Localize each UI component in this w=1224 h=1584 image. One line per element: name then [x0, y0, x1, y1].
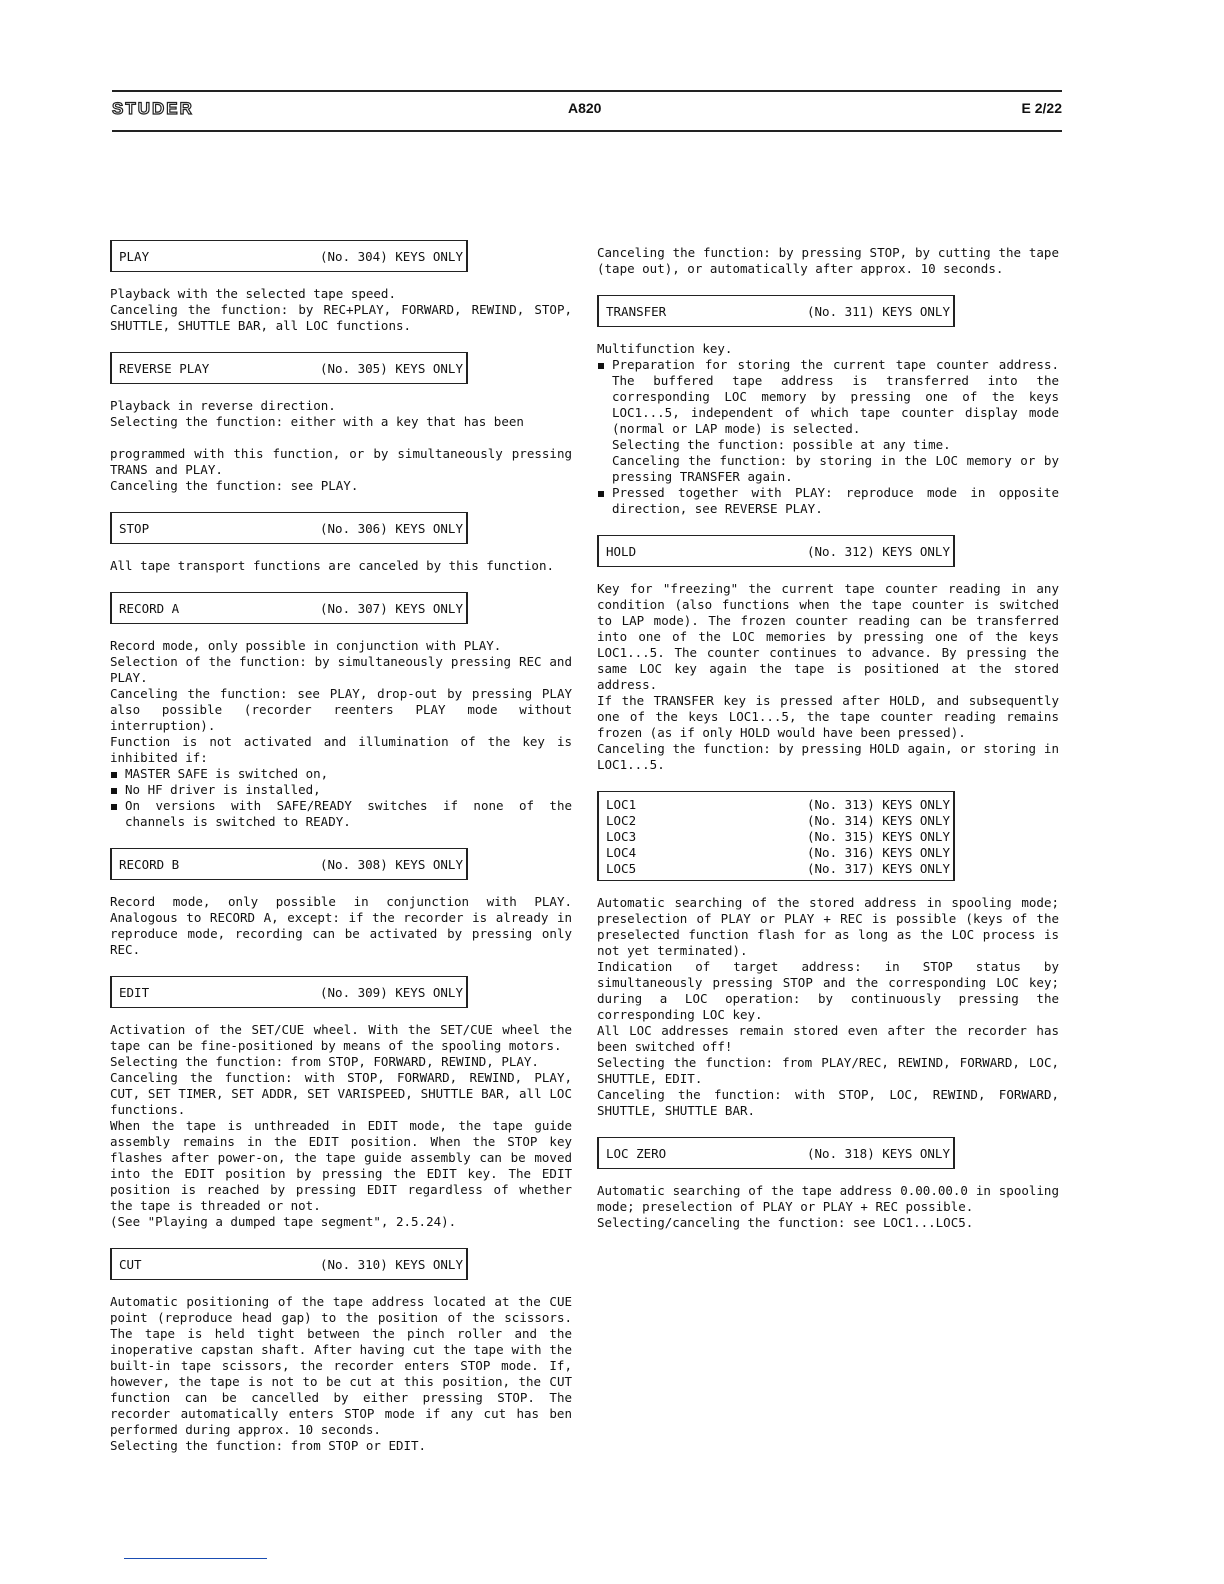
paragraph: Multifunction key. [597, 341, 733, 356]
model-name: A820 [568, 100, 602, 116]
paragraph: Canceling the function: with STOP, LOC, REWIND, FORWARD, SHUTTLE, SHUTTLE BAR. [597, 1087, 1059, 1118]
key-name: RECORD A [119, 600, 180, 616]
page-header [112, 90, 1062, 132]
paragraph: Canceling the function: see PLAY. [110, 478, 359, 493]
key-number: (No. 318) KEYS ONLY [807, 1145, 950, 1161]
key-number: (No. 306) KEYS ONLY [320, 520, 463, 536]
key-name: HOLD [606, 543, 637, 559]
paragraph: Canceling the function: see PLAY, drop-out by pressing PLAY also possible (recorder reenters PLAY mode without interruption). [110, 686, 572, 733]
bullet-list [597, 485, 1059, 517]
paragraph: Canceling the function: by storing in the LOC memory or by pressing TRANSFER again. [612, 453, 1059, 484]
bullet-list [597, 357, 1059, 437]
key-box-transfer [597, 295, 955, 327]
paragraph: Canceling the function: by pressing HOLD again, or storing in LOC1...5. [597, 741, 1059, 772]
studer-logo: STUDER [112, 99, 194, 118]
key-name: LOC1 [606, 796, 637, 812]
paragraph: Canceling the function: by pressing STOP, by cutting the tape (tape out), or automatically after approx. 10 seconds. [597, 245, 1059, 276]
page-number: E 2/22 [1021, 100, 1062, 116]
key-name: STOP [119, 520, 150, 536]
paragraph: If the TRANSFER key is pressed after HOLD, and subsequently one of the keys LOC1...5, the tape counter reading remains frozen (as if only HOLD would have been pressed). [597, 693, 1059, 740]
key-number: (No. 309) KEYS ONLY [320, 984, 463, 1000]
key-name: TRANSFER [606, 303, 667, 319]
key-number: (No. 316) KEYS ONLY [807, 844, 950, 860]
paragraph: Selection of the function: by simultaneously pressing REC and PLAY. [110, 654, 572, 685]
key-name: EDIT [119, 984, 150, 1000]
key-number: (No. 312) KEYS ONLY [807, 543, 950, 559]
paragraph: Selecting the function: either with a key that has been [110, 414, 524, 429]
paragraph: Function is not activated and illumination of the key is inhibited if: [110, 734, 572, 765]
key-name: RECORD B [119, 856, 180, 872]
key-name: LOC5 [606, 860, 637, 876]
footer-rule [124, 1558, 267, 1559]
paragraph: Automatic searching of the stored address in spooling mode; preselection of PLAY or PLAY + REC is possible (keys of the preselected function flash for as long as the LOC process is not yet terminated). [597, 895, 1059, 958]
paragraph: Record mode, only possible in conjunction with PLAY. [110, 638, 502, 653]
key-number: (No. 314) KEYS ONLY [807, 812, 950, 828]
key-name: PLAY [119, 248, 150, 264]
key-box-play [110, 240, 468, 272]
paragraph: Record mode, only possible in conjunction with PLAY. Analogous to RECORD A, except: if the recorder is already in reproduce mode, recording can be activated by pressing only REC. [110, 894, 572, 957]
paragraph: All tape transport functions are canceled by this function. [110, 558, 555, 573]
list-item: No HF driver is installed, [110, 782, 572, 798]
key-number: (No. 310) KEYS ONLY [320, 1256, 463, 1272]
key-box-record-a [110, 592, 468, 624]
key-box-reverse-play [110, 352, 468, 384]
key-box-loc [597, 791, 955, 881]
key-name: LOC3 [606, 828, 637, 844]
paragraph: Playback in reverse direction. [110, 398, 336, 413]
paragraph: Automatic searching of the tape address 0.00.00.0 in spooling mode; preselection of PLAY or PLAY + REC possible. [597, 1183, 1059, 1214]
key-name: LOC ZERO [606, 1145, 667, 1161]
paragraph: Canceling the function: by REC+PLAY, FORWARD, REWIND, STOP, SHUTTLE, SHUTTLE BAR, all LOC functions. [110, 302, 572, 333]
left-column [110, 240, 572, 1454]
paragraph: Selecting the function: possible at any time. [612, 437, 951, 452]
paragraph: Playback with the selected tape speed. [110, 286, 396, 301]
key-number: (No. 313) KEYS ONLY [807, 796, 950, 812]
paragraph: (See "Playing a dumped tape segment", 2.5.24). [110, 1214, 457, 1229]
key-number: (No. 304) KEYS ONLY [320, 248, 463, 264]
key-number: (No. 315) KEYS ONLY [807, 828, 950, 844]
right-column [597, 240, 1059, 1231]
paragraph: Selecting the function: from PLAY/REC, REWIND, FORWARD, LOC, SHUTTLE, EDIT. [597, 1055, 1059, 1086]
paragraph: Key for "freezing" the current tape counter reading in any condition (also functions when the tape counter is switched to LAP mode). The frozen counter reading can be transferred into one of the LOC memories by pressing one of the keys LOC1...5. The counter continues to advance. By pressing the same LOC key again the tape is positioned at the stored address. [597, 581, 1059, 692]
paragraph: programmed with this function, or by simultaneously pressing TRANS and PLAY. [110, 446, 572, 477]
list-item: MASTER SAFE is switched on, [110, 766, 572, 782]
key-number: (No. 305) KEYS ONLY [320, 360, 463, 376]
key-name: LOC2 [606, 812, 637, 828]
paragraph: All LOC addresses remain stored even after the recorder has been switched off! [597, 1023, 1059, 1054]
key-box-loc-zero [597, 1137, 955, 1169]
paragraph: Selecting/canceling the function: see LOC1...LOC5. [597, 1215, 974, 1230]
bullet-list [110, 766, 572, 830]
paragraph: Canceling the function: with STOP, FORWARD, REWIND, PLAY, CUT, SET TIMER, SET ADDR, SET VARISPEED, SHUTTLE BAR, all LOC functions. [110, 1070, 572, 1117]
key-name: LOC4 [606, 844, 637, 860]
key-box-edit [110, 976, 468, 1008]
key-number: (No. 311) KEYS ONLY [807, 303, 950, 319]
paragraph: Selecting the function: from STOP or EDIT. [110, 1438, 427, 1453]
key-number: (No. 307) KEYS ONLY [320, 600, 463, 616]
key-name: REVERSE PLAY [119, 360, 210, 376]
key-number: (No. 308) KEYS ONLY [320, 856, 463, 872]
key-box-stop [110, 512, 468, 544]
paragraph: Activation of the SET/CUE wheel. With the SET/CUE wheel the tape can be fine-positioned by means of the spooling motors. [110, 1022, 572, 1053]
list-item: Pressed together with PLAY: reproduce mode in opposite direction, see REVERSE PLAY. [597, 485, 1059, 517]
paragraph: Selecting the function: from STOP, FORWARD, REWIND, PLAY. [110, 1054, 539, 1069]
key-box-record-b [110, 848, 468, 880]
key-box-cut [110, 1248, 468, 1280]
key-number: (No. 317) KEYS ONLY [807, 860, 950, 876]
list-item: On versions with SAFE/READY switches if none of the channels is switched to READY. [110, 798, 572, 830]
key-name: CUT [119, 1256, 142, 1272]
list-item: Preparation for storing the current tape counter address. The buffered tape address is transferred into the corresponding LOC memory by pressing one of the keys LOC1...5, independent of which tape counter display mode (normal or LAP mode) is selected. [597, 357, 1059, 437]
paragraph: Indication of target address: in STOP status by simultaneously pressing STOP and the corresponding LOC key; during a LOC operation: by continuously pressing the corresponding LOC key. [597, 959, 1059, 1022]
paragraph: Automatic positioning of the tape address located at the CUE point (reproduce head gap) to the position of the scissors. The tape is held tight between the pinch roller and the inoperative capstan shaft. After having cut the tape with the built-in tape scissors, the recorder enters STOP mode. If, however, the tape is not to be cut at this position, the CUT function can be cancelled by either pressing STOP. The recorder automatically enters STOP mode if any cut has ben performed during approx. 10 seconds. [110, 1294, 572, 1437]
key-box-hold [597, 535, 955, 567]
paragraph: When the tape is unthreaded in EDIT mode, the tape guide assembly remains in the EDIT position. When the STOP key flashes after power-on, the tape guide assembly can be moved into the EDIT position by pressing the EDIT key. The EDIT position is reached by pressing EDIT regardless of whether the tape is threaded or not. [110, 1118, 572, 1213]
